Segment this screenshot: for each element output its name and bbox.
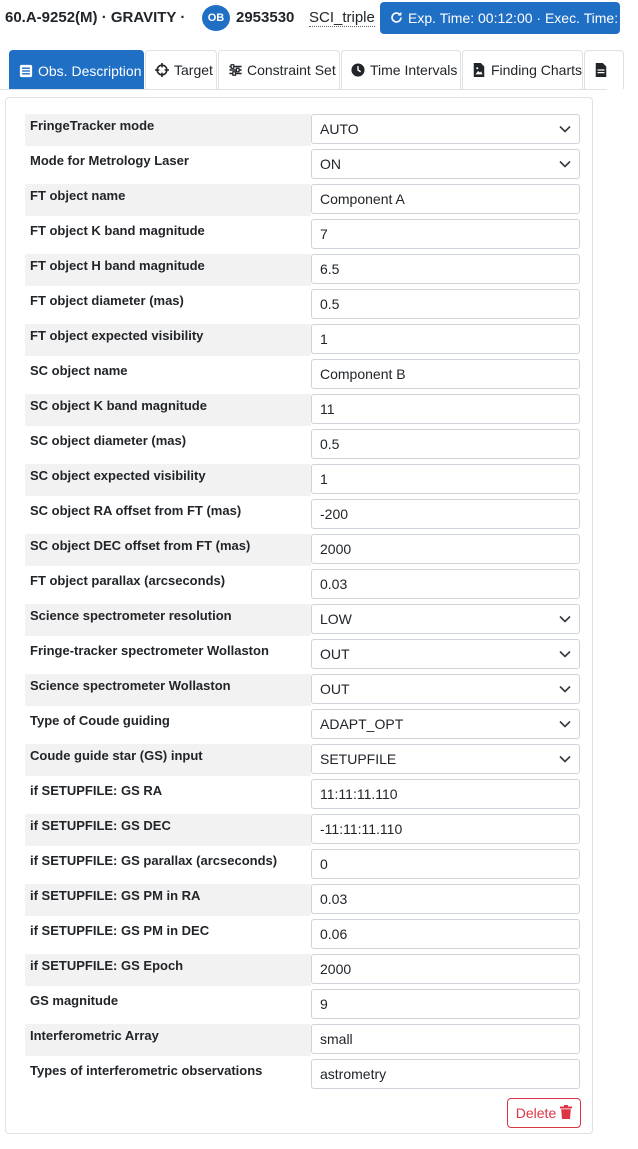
chevron-down-icon (559, 159, 571, 169)
field-value: 2000 (320, 541, 352, 557)
text-field[interactable] (311, 534, 580, 564)
tab-label: Constraint Set (247, 62, 336, 78)
text-field[interactable] (311, 779, 580, 809)
field-label: if SETUPFILE: GS PM in RA (25, 884, 311, 916)
form-row (25, 429, 589, 461)
field-label: Science spectrometer resolution (25, 604, 311, 636)
form-row (25, 184, 589, 216)
field-value: LOW (320, 611, 352, 627)
text-field[interactable] (311, 254, 580, 284)
field-value: -11:11:11.110 (320, 821, 403, 837)
text-field[interactable] (311, 184, 580, 214)
field-label: FT object H band magnitude (25, 254, 311, 286)
ob-name[interactable]: SCI_triple (309, 9, 375, 26)
field-label: SC object DEC offset from FT (mas) (25, 534, 311, 566)
chevron-down-icon (559, 754, 571, 764)
field-label: Science spectrometer Wollaston (25, 674, 311, 706)
field-value: astrometry (320, 1066, 387, 1082)
field-value: 7 (320, 226, 328, 242)
form-row (25, 919, 589, 951)
text-field[interactable] (311, 324, 580, 354)
crosshair-icon (154, 62, 170, 78)
tab-obs-description[interactable] (9, 50, 144, 90)
field-label: if SETUPFILE: GS parallax (arcseconds) (30, 853, 278, 868)
field-label: if SETUPFILE: GS RA (30, 783, 163, 798)
field-value: small (320, 1031, 353, 1047)
field-value: 6.5 (320, 261, 340, 277)
refresh-icon (390, 2, 403, 34)
text-field[interactable] (311, 849, 580, 879)
text-field[interactable] (311, 569, 580, 599)
tab-label: Target (174, 62, 213, 78)
text-field[interactable] (311, 954, 580, 984)
field-label: FT object parallax (arcseconds) (30, 573, 226, 588)
form-row (25, 114, 589, 146)
form-row (25, 744, 589, 776)
form-row (25, 779, 589, 811)
text-field[interactable] (311, 884, 580, 914)
field-label: Types of interferometric observations (30, 1063, 263, 1078)
chevron-down-icon (559, 614, 571, 624)
exec-time-text: Exp. Time: 00:12:00 · Exec. Time: 00 (408, 10, 638, 26)
field-value: SETUPFILE (320, 751, 397, 767)
form-row (25, 954, 589, 986)
tab-finding-charts[interactable] (462, 50, 583, 89)
form-row (25, 1059, 589, 1091)
field-label: if SETUPFILE: GS PM in DEC (30, 923, 210, 938)
select-field[interactable] (311, 639, 580, 669)
field-label: Type of Coude guiding (30, 713, 170, 728)
form-row (25, 674, 589, 706)
form-row (25, 534, 589, 566)
field-value: OUT (320, 681, 350, 697)
ob-id: 2953530 (236, 9, 295, 26)
chevron-down-icon (559, 684, 571, 694)
field-label: Coude guide star (GS) input (25, 744, 311, 776)
text-field[interactable] (311, 919, 580, 949)
field-label: SC object expected visibility (25, 464, 311, 496)
text-field[interactable] (311, 219, 580, 249)
tab-constraint-set[interactable] (218, 50, 340, 89)
text-field[interactable] (311, 359, 580, 389)
programme-title: 60.A-9252(M) · GRAVITY · (5, 9, 186, 26)
form-row (25, 359, 589, 391)
form-row (25, 639, 589, 671)
text-field[interactable] (311, 464, 580, 494)
obs-description-panel (5, 97, 593, 1134)
form-row (25, 149, 589, 181)
form-row (25, 324, 589, 356)
field-label: GS magnitude (30, 993, 119, 1008)
field-label: if SETUPFILE: GS DEC (25, 814, 311, 846)
select-field[interactable] (311, 149, 580, 179)
trash-icon (560, 1105, 572, 1122)
tab-bar (0, 50, 607, 90)
field-value: 11:11:11.110 (320, 786, 398, 802)
form-row (25, 709, 589, 741)
tab-label: Finding Charts (490, 62, 582, 78)
form-row (25, 569, 589, 601)
field-label: FT object K band magnitude (30, 223, 205, 238)
select-field[interactable] (311, 114, 580, 144)
field-value: 0.03 (320, 576, 348, 592)
form-row (25, 219, 589, 251)
field-value: ON (320, 156, 341, 172)
field-label: SC object K band magnitude (25, 394, 311, 426)
tab-time-intervals[interactable] (341, 50, 461, 89)
delete-label: Delete (515, 1105, 557, 1121)
form-row (25, 884, 589, 916)
chevron-down-icon (559, 124, 571, 134)
tab-target[interactable] (145, 50, 217, 89)
form-row (25, 989, 589, 1021)
field-value: 0.06 (320, 926, 348, 942)
form-row (25, 464, 589, 496)
field-value: -200 (320, 506, 349, 522)
field-label: Fringe-tracker spectrometer Wollaston (30, 643, 269, 658)
field-value: 0.5 (320, 436, 340, 452)
text-field[interactable] (311, 499, 580, 529)
tab-more[interactable] (584, 50, 624, 89)
form-row (25, 394, 589, 426)
field-value: 2000 (320, 961, 352, 977)
text-field[interactable] (311, 394, 580, 424)
select-field[interactable] (311, 674, 580, 704)
field-label: SC object name (30, 363, 128, 378)
field-value: Component A (320, 191, 405, 207)
chevron-down-icon (559, 719, 571, 729)
field-value: AUTO (320, 121, 359, 137)
field-label: FT object diameter (mas) (30, 293, 184, 308)
field-value: 9 (320, 996, 328, 1012)
form-row (25, 499, 589, 531)
form-row (25, 604, 589, 636)
field-value: 0 (320, 856, 328, 872)
field-label: SC object RA offset from FT (mas) (30, 503, 242, 518)
exec-time-button[interactable] (380, 2, 638, 34)
text-field[interactable] (311, 1059, 580, 1089)
text-field[interactable] (311, 429, 580, 459)
tab-divider (0, 89, 607, 90)
field-value: Component B (320, 366, 406, 382)
ob-header (0, 0, 638, 36)
form-row (25, 289, 589, 321)
form-row (25, 849, 589, 881)
field-label: Interferometric Array (25, 1024, 311, 1056)
ob-badge: OB (202, 5, 230, 31)
chevron-down-icon (559, 649, 571, 659)
select-field[interactable] (311, 744, 580, 774)
field-value: 0.03 (320, 891, 348, 907)
form-row (25, 254, 589, 286)
field-value: 11 (320, 401, 335, 417)
text-field[interactable] (311, 1024, 580, 1054)
text-field[interactable] (311, 289, 580, 319)
delete-button[interactable] (507, 1098, 581, 1128)
field-value: OUT (320, 646, 350, 662)
field-value: 1 (320, 471, 328, 487)
file-image-icon (471, 62, 487, 78)
select-field[interactable] (311, 604, 580, 634)
form-row (25, 814, 589, 846)
text-field[interactable] (311, 989, 580, 1019)
list-icon (18, 63, 34, 79)
file-icon (593, 62, 609, 78)
field-label: SC object diameter (mas) (30, 433, 187, 448)
field-value: 0.5 (320, 296, 340, 312)
tab-label: Obs. Description (38, 62, 142, 79)
field-value: ADAPT_OPT (320, 716, 404, 732)
form-row (25, 1024, 589, 1056)
field-label: FT object expected visibility (25, 324, 311, 356)
field-label: FT object name (25, 184, 311, 216)
field-label: if SETUPFILE: GS Epoch (25, 954, 311, 986)
field-value: 1 (320, 331, 328, 347)
field-label: FringeTracker mode (25, 114, 311, 146)
sliders-icon (227, 62, 243, 78)
select-field[interactable] (311, 709, 580, 739)
field-label: Mode for Metrology Laser (30, 153, 189, 168)
clock-icon (350, 62, 366, 78)
text-field[interactable] (311, 814, 580, 844)
tab-label: Time Intervals (370, 62, 458, 78)
